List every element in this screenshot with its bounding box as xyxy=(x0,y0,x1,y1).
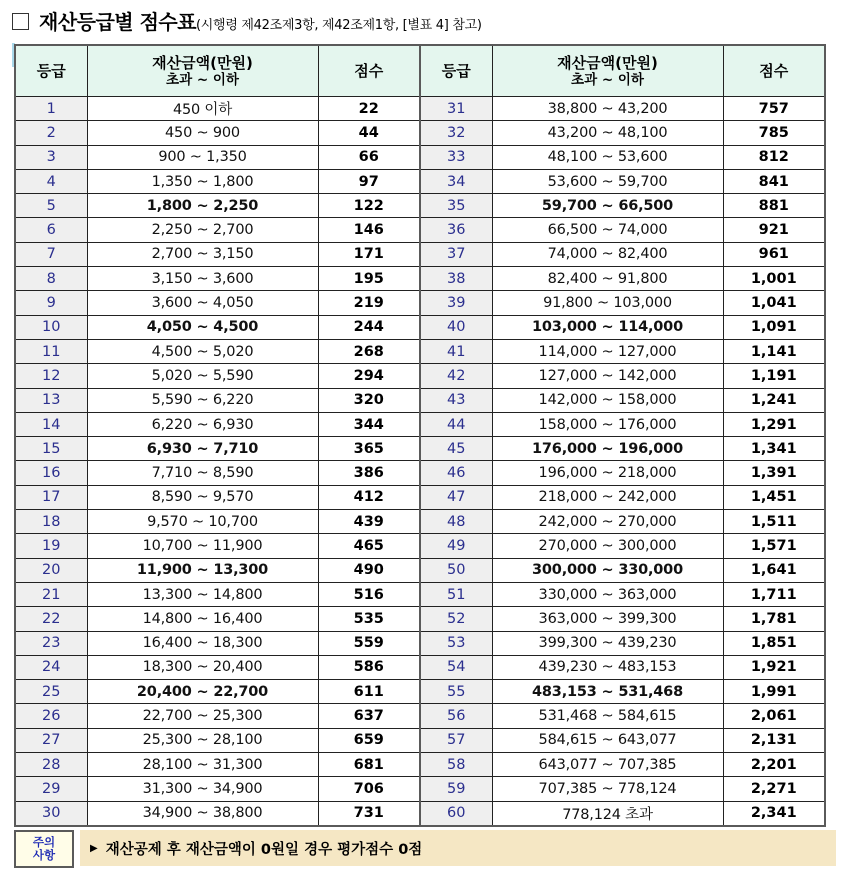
score-cell: 439 xyxy=(318,510,420,534)
grade-cell: 8 xyxy=(15,267,87,291)
table-row xyxy=(15,364,825,388)
table-row xyxy=(15,339,825,363)
table-row xyxy=(15,97,825,121)
caution-note xyxy=(14,830,836,868)
table-row xyxy=(15,680,825,704)
table-row xyxy=(15,582,825,606)
amount-cell: 158,000 ~ 176,000 xyxy=(492,412,723,436)
score-cell: 611 xyxy=(318,680,420,704)
score-cell: 320 xyxy=(318,388,420,412)
caution-text: 재산공제 후 재산금액이 0원일 경우 평가점수 0점 xyxy=(105,841,423,858)
amount-cell: 28,100 ~ 31,300 xyxy=(87,753,318,777)
grade-cell: 9 xyxy=(15,291,87,315)
amount-cell: 114,000 ~ 127,000 xyxy=(492,339,723,363)
grade-cell: 10 xyxy=(15,315,87,339)
grade-cell: 35 xyxy=(420,194,492,218)
amount-cell: 643,077 ~ 707,385 xyxy=(492,753,723,777)
grade-cell: 56 xyxy=(420,704,492,728)
amount-cell: 531,468 ~ 584,615 xyxy=(492,704,723,728)
amount-cell: 450 ~ 900 xyxy=(87,121,318,145)
grade-cell: 25 xyxy=(15,680,87,704)
amount-cell: 584,615 ~ 643,077 xyxy=(492,728,723,752)
grade-cell: 38 xyxy=(420,267,492,291)
table-body xyxy=(15,97,825,826)
amount-cell: 59,700 ~ 66,500 xyxy=(492,194,723,218)
score-cell: 195 xyxy=(318,267,420,291)
grade-cell: 26 xyxy=(15,704,87,728)
table-row xyxy=(15,631,825,655)
score-cell: 881 xyxy=(723,194,825,218)
grade-cell: 46 xyxy=(420,461,492,485)
grade-cell: 54 xyxy=(420,655,492,679)
grade-cell: 14 xyxy=(15,412,87,436)
score-cell: 465 xyxy=(318,534,420,558)
grade-cell: 5 xyxy=(15,194,87,218)
score-cell: 22 xyxy=(318,97,420,121)
amount-cell: 1,350 ~ 1,800 xyxy=(87,169,318,193)
grade-cell: 44 xyxy=(420,412,492,436)
grade-cell: 7 xyxy=(15,242,87,266)
amount-cell: 10,700 ~ 11,900 xyxy=(87,534,318,558)
grade-cell: 30 xyxy=(15,801,87,826)
table-row xyxy=(15,437,825,461)
amount-cell: 13,300 ~ 14,800 xyxy=(87,582,318,606)
caution-text-box xyxy=(80,830,836,866)
table-row xyxy=(15,461,825,485)
score-cell: 586 xyxy=(318,655,420,679)
grade-cell: 12 xyxy=(15,364,87,388)
amount-cell: 142,000 ~ 158,000 xyxy=(492,388,723,412)
grade-cell: 37 xyxy=(420,242,492,266)
grade-cell: 2 xyxy=(15,121,87,145)
amount-cell: 439,230 ~ 483,153 xyxy=(492,655,723,679)
score-cell: 516 xyxy=(318,582,420,606)
score-cell: 412 xyxy=(318,485,420,509)
amount-cell: 18,300 ~ 20,400 xyxy=(87,655,318,679)
grade-cell: 40 xyxy=(420,315,492,339)
score-cell: 961 xyxy=(723,242,825,266)
header-grade: 등급 xyxy=(420,45,492,97)
amount-cell: 399,300 ~ 439,230 xyxy=(492,631,723,655)
score-cell: 219 xyxy=(318,291,420,315)
table-row xyxy=(15,267,825,291)
amount-cell: 196,000 ~ 218,000 xyxy=(492,461,723,485)
table-row xyxy=(15,242,825,266)
score-cell: 1,291 xyxy=(723,412,825,436)
grade-cell: 41 xyxy=(420,339,492,363)
amount-cell: 53,600 ~ 59,700 xyxy=(492,169,723,193)
header-amount-line1: 재산금액(만원) xyxy=(557,53,658,72)
score-cell: 365 xyxy=(318,437,420,461)
amount-cell: 22,700 ~ 25,300 xyxy=(87,704,318,728)
table-row xyxy=(15,558,825,582)
score-cell: 535 xyxy=(318,607,420,631)
score-cell: 294 xyxy=(318,364,420,388)
amount-cell: 4,050 ~ 4,500 xyxy=(87,315,318,339)
score-cell: 559 xyxy=(318,631,420,655)
amount-cell: 2,250 ~ 2,700 xyxy=(87,218,318,242)
score-cell: 1,451 xyxy=(723,485,825,509)
grade-cell: 53 xyxy=(420,631,492,655)
table-row xyxy=(15,291,825,315)
header-amount xyxy=(87,45,318,97)
amount-cell: 242,000 ~ 270,000 xyxy=(492,510,723,534)
grade-cell: 57 xyxy=(420,728,492,752)
score-cell: 44 xyxy=(318,121,420,145)
grade-cell: 27 xyxy=(15,728,87,752)
table-row xyxy=(15,728,825,752)
grade-cell: 23 xyxy=(15,631,87,655)
checkbox-square-icon xyxy=(12,13,29,30)
header-amount xyxy=(492,45,723,97)
grade-cell: 49 xyxy=(420,534,492,558)
score-cell: 1,781 xyxy=(723,607,825,631)
grade-cell: 58 xyxy=(420,753,492,777)
score-cell: 1,921 xyxy=(723,655,825,679)
grade-cell: 48 xyxy=(420,510,492,534)
caution-tag xyxy=(14,830,74,868)
table-row xyxy=(15,315,825,339)
score-cell: 1,991 xyxy=(723,680,825,704)
score-cell: 2,131 xyxy=(723,728,825,752)
amount-cell: 66,500 ~ 74,000 xyxy=(492,218,723,242)
grade-cell: 20 xyxy=(15,558,87,582)
table-row xyxy=(15,194,825,218)
amount-cell: 34,900 ~ 38,800 xyxy=(87,801,318,826)
amount-cell: 16,400 ~ 18,300 xyxy=(87,631,318,655)
score-cell: 122 xyxy=(318,194,420,218)
grade-cell: 51 xyxy=(420,582,492,606)
amount-cell: 91,800 ~ 103,000 xyxy=(492,291,723,315)
amount-cell: 218,000 ~ 242,000 xyxy=(492,485,723,509)
table-row xyxy=(15,534,825,558)
grade-cell: 34 xyxy=(420,169,492,193)
triangle-bullet-icon: ▶ xyxy=(90,842,98,854)
grade-cell: 28 xyxy=(15,753,87,777)
grade-cell: 36 xyxy=(420,218,492,242)
grade-cell: 29 xyxy=(15,777,87,801)
grade-cell: 45 xyxy=(420,437,492,461)
amount-cell: 5,590 ~ 6,220 xyxy=(87,388,318,412)
title-reference: (시행령 제42조제3항, 제42조제1항, [별표 4] 참고) xyxy=(196,18,482,33)
score-cell: 171 xyxy=(318,242,420,266)
amount-cell: 900 ~ 1,350 xyxy=(87,145,318,169)
score-cell: 1,141 xyxy=(723,339,825,363)
score-cell: 841 xyxy=(723,169,825,193)
grade-cell: 11 xyxy=(15,339,87,363)
grade-cell: 33 xyxy=(420,145,492,169)
caution-tag-line1: 주의 xyxy=(32,834,56,849)
score-cell: 706 xyxy=(318,777,420,801)
score-cell: 659 xyxy=(318,728,420,752)
amount-cell: 3,600 ~ 4,050 xyxy=(87,291,318,315)
amount-cell: 38,800 ~ 43,200 xyxy=(492,97,723,121)
table-row xyxy=(15,388,825,412)
header-amount-line1: 재산금액(만원) xyxy=(152,53,253,72)
grade-cell: 42 xyxy=(420,364,492,388)
table-row xyxy=(15,655,825,679)
table-row xyxy=(15,412,825,436)
grade-cell: 59 xyxy=(420,777,492,801)
grade-cell: 4 xyxy=(15,169,87,193)
grade-cell: 3 xyxy=(15,145,87,169)
score-cell: 2,341 xyxy=(723,801,825,826)
score-cell: 1,641 xyxy=(723,558,825,582)
score-cell: 1,851 xyxy=(723,631,825,655)
grade-cell: 21 xyxy=(15,582,87,606)
grade-cell: 22 xyxy=(15,607,87,631)
score-cell: 731 xyxy=(318,801,420,826)
grade-cell: 24 xyxy=(15,655,87,679)
score-cell: 1,711 xyxy=(723,582,825,606)
table-row xyxy=(15,704,825,728)
page-title xyxy=(12,6,482,36)
amount-cell: 2,700 ~ 3,150 xyxy=(87,242,318,266)
score-cell: 386 xyxy=(318,461,420,485)
table-row xyxy=(15,121,825,145)
score-cell: 1,571 xyxy=(723,534,825,558)
grade-cell: 18 xyxy=(15,510,87,534)
amount-cell: 20,400 ~ 22,700 xyxy=(87,680,318,704)
table-row xyxy=(15,145,825,169)
grade-cell: 50 xyxy=(420,558,492,582)
score-cell: 1,191 xyxy=(723,364,825,388)
amount-cell: 14,800 ~ 16,400 xyxy=(87,607,318,631)
amount-cell: 6,220 ~ 6,930 xyxy=(87,412,318,436)
amount-cell: 31,300 ~ 34,900 xyxy=(87,777,318,801)
score-cell: 1,001 xyxy=(723,267,825,291)
grade-cell: 43 xyxy=(420,388,492,412)
amount-cell: 450 이하 xyxy=(87,97,318,121)
score-cell: 2,201 xyxy=(723,753,825,777)
amount-cell: 707,385 ~ 778,124 xyxy=(492,777,723,801)
amount-cell: 6,930 ~ 7,710 xyxy=(87,437,318,461)
score-cell: 637 xyxy=(318,704,420,728)
score-cell: 146 xyxy=(318,218,420,242)
table-header-row xyxy=(15,45,825,97)
amount-cell: 5,020 ~ 5,590 xyxy=(87,364,318,388)
score-cell: 244 xyxy=(318,315,420,339)
score-cell: 921 xyxy=(723,218,825,242)
amount-cell: 7,710 ~ 8,590 xyxy=(87,461,318,485)
amount-cell: 3,150 ~ 3,600 xyxy=(87,267,318,291)
amount-cell: 127,000 ~ 142,000 xyxy=(492,364,723,388)
grade-cell: 52 xyxy=(420,607,492,631)
amount-cell: 1,800 ~ 2,250 xyxy=(87,194,318,218)
amount-cell: 103,000 ~ 114,000 xyxy=(492,315,723,339)
score-cell: 1,341 xyxy=(723,437,825,461)
amount-cell: 48,100 ~ 53,600 xyxy=(492,145,723,169)
score-cell: 812 xyxy=(723,145,825,169)
score-cell: 1,511 xyxy=(723,510,825,534)
score-cell: 2,271 xyxy=(723,777,825,801)
amount-cell: 82,400 ~ 91,800 xyxy=(492,267,723,291)
amount-cell: 4,500 ~ 5,020 xyxy=(87,339,318,363)
amount-cell: 176,000 ~ 196,000 xyxy=(492,437,723,461)
header-amount-line2: 초과 ~ 이하 xyxy=(166,71,239,88)
amount-cell: 270,000 ~ 300,000 xyxy=(492,534,723,558)
grade-cell: 31 xyxy=(420,97,492,121)
grade-cell: 39 xyxy=(420,291,492,315)
grade-cell: 17 xyxy=(15,485,87,509)
grade-cell: 15 xyxy=(15,437,87,461)
grade-cell: 16 xyxy=(15,461,87,485)
table-row xyxy=(15,607,825,631)
amount-cell: 25,300 ~ 28,100 xyxy=(87,728,318,752)
table-row xyxy=(15,777,825,801)
amount-cell: 483,153 ~ 531,468 xyxy=(492,680,723,704)
grade-cell: 47 xyxy=(420,485,492,509)
amount-cell: 9,570 ~ 10,700 xyxy=(87,510,318,534)
grade-cell: 13 xyxy=(15,388,87,412)
grade-cell: 1 xyxy=(15,97,87,121)
score-cell: 1,241 xyxy=(723,388,825,412)
amount-cell: 43,200 ~ 48,100 xyxy=(492,121,723,145)
score-cell: 66 xyxy=(318,145,420,169)
amount-cell: 11,900 ~ 13,300 xyxy=(87,558,318,582)
grade-cell: 19 xyxy=(15,534,87,558)
table-row xyxy=(15,510,825,534)
header-score: 점수 xyxy=(723,45,825,97)
score-cell: 1,391 xyxy=(723,461,825,485)
grade-cell: 55 xyxy=(420,680,492,704)
amount-cell: 8,590 ~ 9,570 xyxy=(87,485,318,509)
score-cell: 344 xyxy=(318,412,420,436)
header-score: 점수 xyxy=(318,45,420,97)
amount-cell: 330,000 ~ 363,000 xyxy=(492,582,723,606)
score-cell: 757 xyxy=(723,97,825,121)
score-cell: 268 xyxy=(318,339,420,363)
score-cell: 681 xyxy=(318,753,420,777)
table-row xyxy=(15,801,825,826)
table-row xyxy=(15,218,825,242)
score-cell: 1,091 xyxy=(723,315,825,339)
score-cell: 1,041 xyxy=(723,291,825,315)
header-grade: 등급 xyxy=(15,45,87,97)
amount-cell: 363,000 ~ 399,300 xyxy=(492,607,723,631)
score-table xyxy=(14,44,826,827)
score-cell: 97 xyxy=(318,169,420,193)
grade-cell: 60 xyxy=(420,801,492,826)
table-row xyxy=(15,169,825,193)
score-cell: 2,061 xyxy=(723,704,825,728)
grade-cell: 6 xyxy=(15,218,87,242)
table-row xyxy=(15,753,825,777)
grade-cell: 32 xyxy=(420,121,492,145)
amount-cell: 778,124 초과 xyxy=(492,801,723,826)
table-row xyxy=(15,485,825,509)
amount-cell: 74,000 ~ 82,400 xyxy=(492,242,723,266)
header-amount-line2: 초과 ~ 이하 xyxy=(571,71,644,88)
amount-cell: 300,000 ~ 330,000 xyxy=(492,558,723,582)
score-cell: 785 xyxy=(723,121,825,145)
caution-tag-line2: 사항 xyxy=(32,848,56,862)
score-cell: 490 xyxy=(318,558,420,582)
title-main: 재산등급별 점수표 xyxy=(39,10,197,34)
